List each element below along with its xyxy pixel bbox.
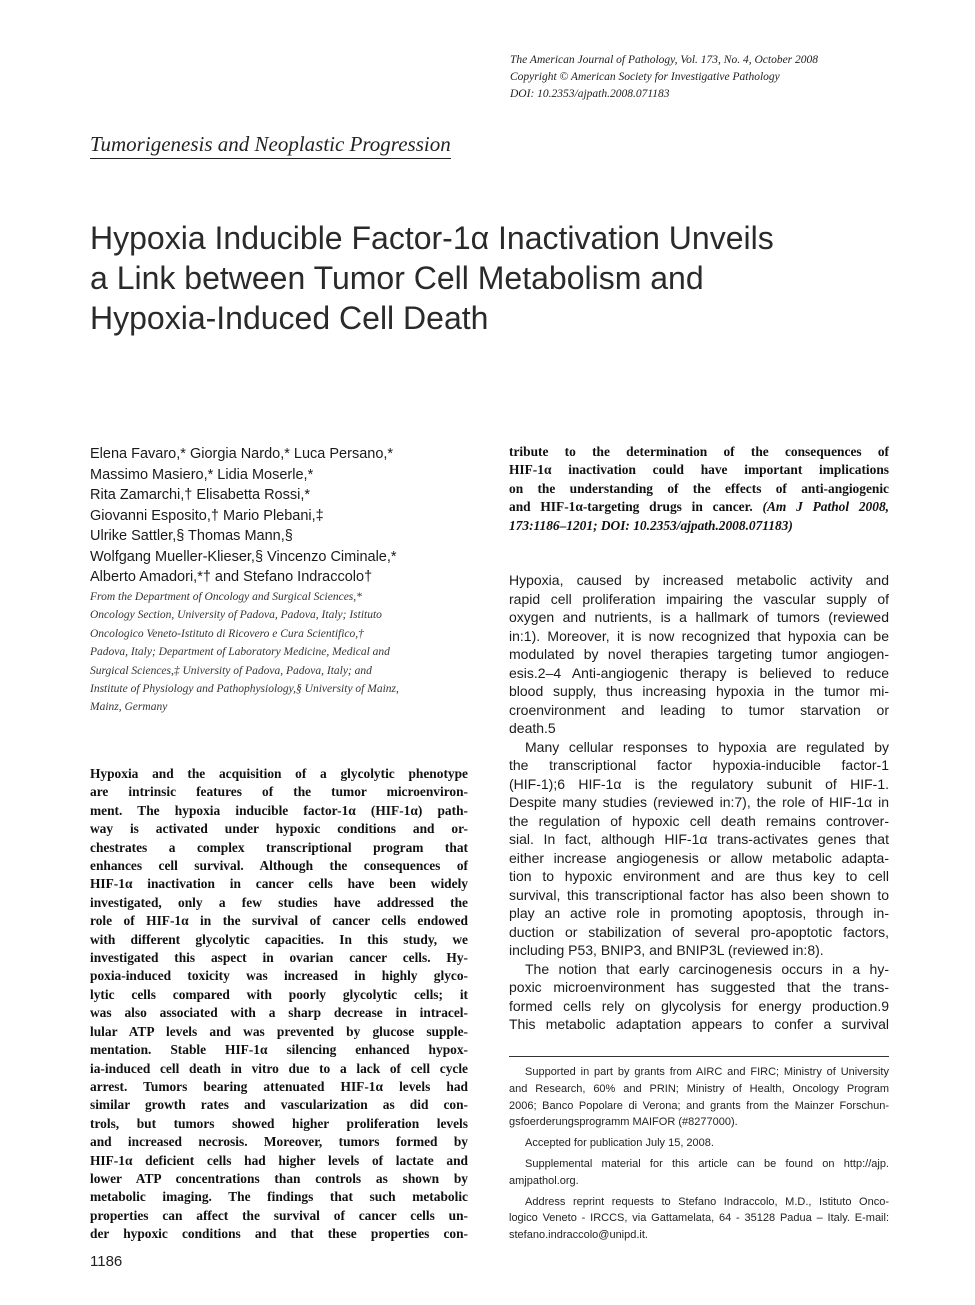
doi-link[interactable]: DOI: 10.2353/ajpath.2008.071183	[510, 88, 670, 100]
abstract-line: HIF-1α inactivation in cancer cells have been widely	[90, 876, 468, 892]
body-line: (HIF-1);6 HIF-1α is the regulatory subunit of HIF-1.	[509, 775, 889, 792]
journal-citation: The American Journal of Pathology, Vol. 173, No. 4, October 2008	[510, 54, 819, 66]
abstract-line: ia-induced cell death in vitro due to a lack of cell cycle	[90, 1060, 468, 1076]
abstract-right-column	[509, 443, 889, 535]
affiliation-line: Mainz, Germany	[90, 701, 168, 714]
abstract-line: tribute to the determination of the consequences of	[509, 444, 889, 459]
citation-line: (Am J Pathol 2008,	[762, 499, 889, 515]
abstract-line: are intrinsic features of the tumor microenviron-	[90, 784, 468, 800]
body-line: duction or stabilization of several pro-apoptotic factors,	[509, 923, 889, 940]
abstract-line: investigated this aspect in ovarian cancer cells. Hy-	[90, 950, 468, 966]
body-line: including P53, BNIP3, and BNIP3L (reviewed in:8).	[509, 942, 824, 958]
abstract-left-column	[90, 765, 468, 1244]
abstract-line	[509, 498, 889, 516]
abstract-line: lytic cells compared with poorly glycolytic cells; it	[90, 986, 468, 1002]
affiliation-line: Padova, Italy; Department of Laboratory Medicine, Medical and	[90, 646, 390, 659]
body-line: blood supply, thus increasing hypoxia in the tumor mi-	[509, 683, 889, 699]
abstract-line: on the understanding of the effects of anti-angiogenic	[509, 480, 889, 496]
abstract-line: mentation. Stable HIF-1α silencing enhanced hypox-	[90, 1042, 468, 1058]
abstract-line: enhances cell survival. Although the consequences of	[90, 858, 468, 874]
body-line: modulated by novel therapies targeting tumor angiogen-	[509, 646, 889, 662]
copyright-notice: Copyright © American Society for Investigative Pathology	[510, 71, 780, 83]
abstract-line: der hypoxic conditions and that these properties con-	[90, 1226, 468, 1242]
abstract-line: was also associated with a sharp decrease in intracel-	[90, 1005, 468, 1021]
author-line: Giovanni Esposito,† Mario Plebani,‡	[90, 507, 324, 524]
body-line: survival, this transcriptional factor has also been shown to	[509, 886, 889, 903]
body-line: Many cellular responses to hypoxia are regulated by	[525, 738, 889, 755]
footnote-line: and Research, 60% and PRIN; Ministry of Health, Oncology Program	[509, 1082, 889, 1095]
body-line: play an active role in promoting apoptosis, through in-	[509, 905, 889, 921]
author-line: Alberto Amadori,*† and Stefano Indraccolo†	[90, 569, 373, 585]
abstract-line: ment. The hypoxia inducible factor-1α (HIF-1α) path-	[90, 802, 468, 818]
body-line: poxic microenvironment has suggested that the trans-	[509, 979, 889, 995]
body-line: rapid cell proliferation impairing the vascular supply of	[509, 590, 889, 607]
author-line: Wolfgang Mueller-Klieser,§ Vincenzo Ciminale,*	[90, 548, 397, 565]
abstract-line: lower ATP concentrations than controls as shown by	[90, 1170, 468, 1186]
footnote-line: logico Veneto - IRCCS, via Gattamelata, 64 - 35128 Padua – Italy. E-mail:	[509, 1212, 889, 1225]
abstract-line-text: and HIF-1α-targeting drugs in cancer.	[509, 499, 753, 515]
title-line: Hypoxia-Induced Cell Death	[90, 300, 489, 336]
footnote-line: Accepted for publication July 15, 2008.	[525, 1137, 714, 1150]
author-line: Rita Zamarchi,† Elisabetta Rossi,*	[90, 487, 310, 503]
title-line: Hypoxia Inducible Factor-1α Inactivation Unveils	[90, 220, 774, 256]
body-line: the transcriptional factor hypoxia-inducible factor-1	[509, 757, 889, 773]
body-line: either increase angiogenesis or allow metabolic adapta-	[509, 849, 889, 866]
title-line: a Link between Tumor Cell Metabolism and	[90, 260, 704, 296]
body-line: oxygen and nutrients, is a hallmark of tumors (reviewed	[509, 609, 889, 625]
abstract-line: role of HIF-1α in the survival of cancer cells endowed	[90, 913, 468, 929]
abstract-line: Hypoxia and the acquisition of a glycolytic phenotype	[90, 766, 468, 781]
affiliations	[90, 588, 475, 717]
abstract-line: HIF-1α inactivation could have important implications	[509, 462, 889, 478]
abstract-line: and increased necrosis. Moreover, tumors formed by	[90, 1134, 468, 1150]
abstract-line: investigated, only a few studies have addressed the	[90, 894, 468, 910]
page-number: 1186	[90, 1253, 123, 1270]
affiliation-line: Surgical Sciences,‡ University of Padova, Padova, Italy; and	[90, 664, 372, 677]
body-line: formed cells rely on glycolysis for energy production.9	[509, 997, 889, 1014]
affiliation-line: Oncology Section, University of Padova, Padova, Italy; Istituto	[90, 609, 382, 622]
author-line: Ulrike Sattler,§ Thomas Mann,§	[90, 528, 293, 544]
body-line: esis.2–4 Anti-angiogenic therapy is believed to reduce	[509, 664, 889, 681]
author-list	[90, 444, 485, 588]
abstract-line: way is activated under hypoxic conditions and or-	[90, 821, 468, 837]
body-line: Despite many studies (reviewed in:7), the role of HIF-1α in	[509, 794, 889, 810]
abstract-line: metabolic imaging. The findings that such metabolic	[90, 1189, 468, 1205]
author-line: Massimo Masiero,* Lidia Moserle,*	[90, 466, 314, 483]
abstract-line: arrest. Tumors bearing attenuated HIF-1α levels had	[90, 1078, 468, 1094]
abstract-line: lular ATP levels and was prevented by glucose supple-	[90, 1023, 468, 1039]
body-text-column	[509, 571, 889, 1034]
footnote-line: Address reprint requests to Stefano Indraccolo, M.D., Istituto Onco-	[525, 1195, 889, 1208]
body-line: Hypoxia, caused by increased metabolic activity and	[509, 572, 889, 588]
body-line: tion to hypoxic environment and are thus key to cell	[509, 868, 889, 884]
abstract-line: HIF-1α deficient cells had higher levels of lactate and	[90, 1152, 468, 1168]
abstract-line: with different glycolytic capacities. In this study, we	[90, 931, 468, 947]
abstract-line: chestrates a complex transcriptional program that	[90, 839, 468, 855]
footnotes	[509, 1064, 889, 1244]
body-line: This metabolic adaptation appears to confer a survival	[509, 1016, 889, 1032]
citation-line: 173:1186–1201; DOI: 10.2353/ajpath.2008.071183)	[509, 517, 793, 533]
abstract-line: poxia-induced toxicity was increased in highly glyco-	[90, 968, 468, 984]
abstract-line: properties can affect the survival of cancer cells un-	[90, 1207, 468, 1223]
body-line: croenvironment and leading to tumor starvation or	[509, 701, 889, 718]
abstract-line: similar growth rates and vascularization as did con-	[90, 1097, 468, 1113]
footnote-line: 2006; Banco Popolare di Verona; and grants from the Mainzer Forschun-	[509, 1099, 889, 1112]
supplemental-link[interactable]: amjpathol.org.	[509, 1174, 579, 1187]
body-line: in:1). Moreover, it is now recognized that hypoxia can be	[509, 627, 889, 644]
supplemental-link[interactable]: Supplemental material for this article can be found on http://ajp.	[525, 1157, 889, 1170]
body-line: sial. In fact, although HIF-1α trans-activates genes that	[509, 831, 889, 847]
body-line: The notion that early carcinogenesis occurs in a hy-	[525, 960, 889, 977]
affiliation-line: From the Department of Oncology and Surgical Sciences,*	[90, 591, 362, 603]
article-title	[90, 218, 910, 338]
footnote-line: gsfoerderungsprogramm MAIFOR (#8277000).	[509, 1116, 738, 1129]
affiliation-line: Oncologico Veneto-Istituto di Ricovero e Cura Scientifico,†	[90, 627, 364, 640]
affiliation-line: Institute of Physiology and Pathophysiology,§ University of Mainz,	[90, 683, 399, 696]
footnote-line: Supported in part by grants from AIRC and FIRC; Ministry of University	[525, 1066, 889, 1078]
abstract-line: trols, but tumors showed higher proliferation levels	[90, 1115, 468, 1131]
journal-header	[510, 52, 930, 103]
section-title: Tumorigenesis and Neoplastic Progression	[90, 132, 451, 159]
footnote-divider	[509, 1056, 889, 1057]
email-link[interactable]: stefano.indraccolo@unipd.it.	[509, 1229, 648, 1242]
body-line: death.5	[509, 720, 556, 736]
body-line: the regulation of hypoxic cell death remains controver-	[509, 812, 889, 829]
author-line: Elena Favaro,* Giorgia Nardo,* Luca Persano,*	[90, 446, 394, 462]
